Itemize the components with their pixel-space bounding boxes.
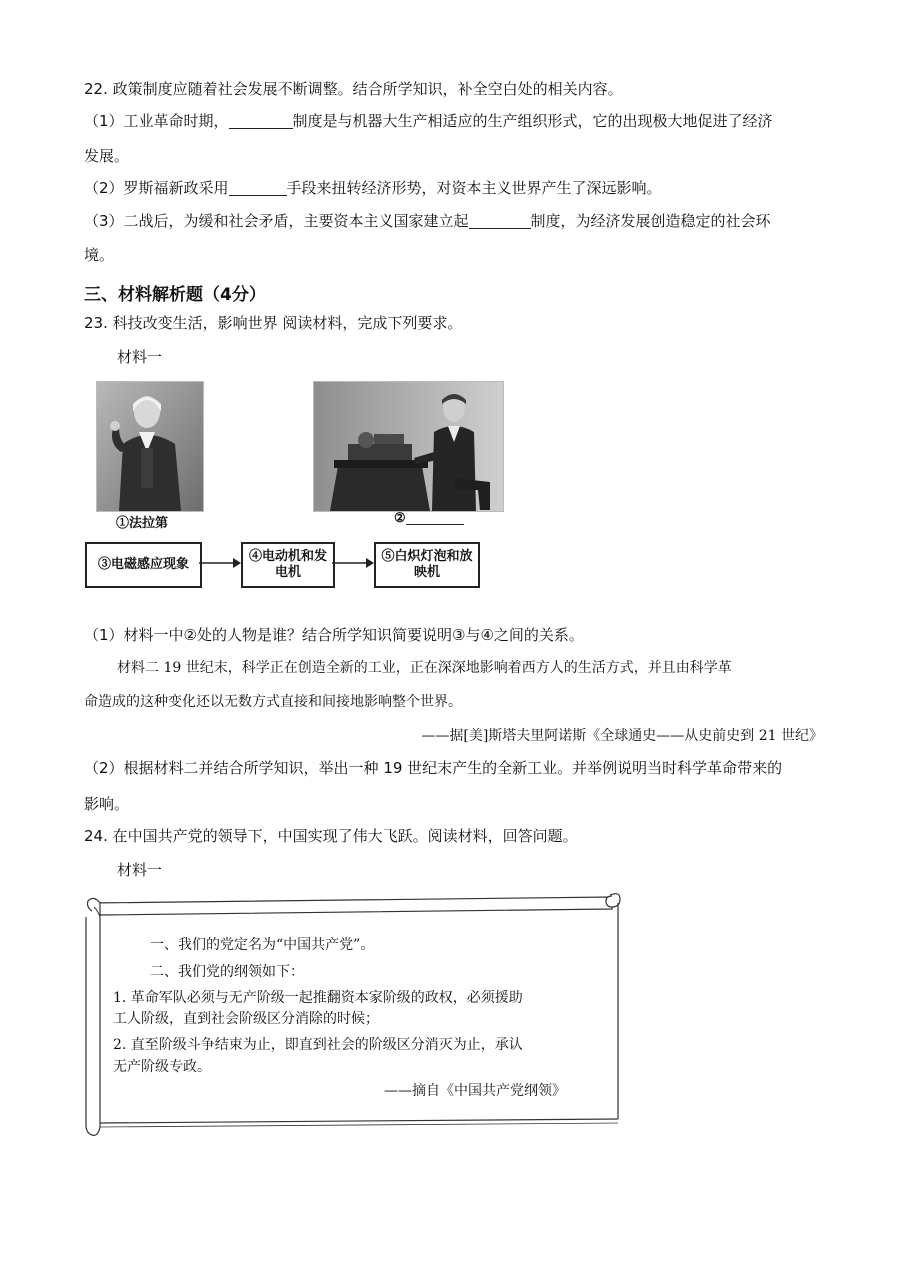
- q22-blank-3[interactable]: [469, 212, 531, 229]
- scroll-line-2: 二、我们党的纲领如下：: [150, 964, 304, 980]
- q22-blank-1[interactable]: [229, 112, 293, 129]
- photo2-caption: [394, 511, 464, 526]
- q24-material1-label: 材料一: [117, 861, 163, 879]
- flow-box-lightbulb-projector: ⑤白炽灯泡和放映机: [374, 542, 480, 588]
- q22-part1: [84, 111, 773, 131]
- q22-part1-before: （1）工业革命时期，: [84, 112, 229, 130]
- flow-arrow-2-icon: [332, 556, 374, 570]
- scroll-line-4: 工人阶级，直到社会阶级区分消除的时候；: [113, 1011, 379, 1027]
- q23-question2-line1: （2）根据材料二并结合所学知识，举出一种 19 世纪末产生的全新工业。并举例说明当时科学革命带来的: [84, 759, 783, 777]
- section-3-title: 三、材料解析题（4分）: [84, 285, 266, 305]
- q22-part2-after: 手段来扭转经济形势，对资本主义世界产生了深远影响。: [286, 179, 662, 197]
- q22-part3-cont: 境。: [84, 246, 115, 264]
- scroll-line-3: 1. 革命军队必须与无产阶级一起推翻资本家阶级的政权，必须援助: [113, 990, 523, 1006]
- q24-stem: 24. 在中国共产党的领导下，中国实现了伟大飞跃。阅读材料，回答问题。: [84, 827, 578, 845]
- photo2-caption-label: ②: [394, 511, 406, 526]
- q22-part3-before: （3）二战后，为缓和社会矛盾，主要资本主义国家建立起: [84, 212, 469, 230]
- flow-box-electromagnetic: ③电磁感应现象: [85, 542, 202, 588]
- photo2-blank[interactable]: [406, 512, 464, 525]
- scroll-source: ——摘自《中国共产党纲领》: [384, 1083, 566, 1099]
- q22-part2: [84, 178, 662, 198]
- flow-arrow-1-icon: [199, 556, 241, 570]
- q22-blank-2[interactable]: [229, 179, 287, 196]
- scroll-line-6: 无产阶级专政。: [113, 1059, 211, 1075]
- q22-part1-after: 制度是与机器大生产相适应的生产组织形式，它的出现极大地促进了经济: [292, 112, 773, 130]
- flow-box-motor-generator: ④电动机和发电机: [241, 542, 335, 588]
- q22-part3-after: 制度，为经济发展创造稳定的社会环: [530, 212, 771, 230]
- q23-material2-line2: 命造成的这种变化还以无数方式直接和间接地影响整个世界。: [84, 694, 462, 710]
- scroll-line-5: 2. 直至阶级斗争结束为止，即直到社会的阶级区分消灭为止，承认: [113, 1037, 523, 1053]
- q23-stem: 23. 科技改变生活，影响世界 阅读材料，完成下列要求。: [84, 314, 463, 332]
- q23-question2-line2: 影响。: [84, 795, 130, 813]
- q23-material2-source: ——据[美]斯塔夫里阿诺斯《全球通史——从史前史到 21 世纪》: [421, 728, 823, 744]
- scroll-line-1: 一、我们的党定名为“中国共产党”。: [150, 937, 375, 953]
- q22-part3: [84, 211, 771, 231]
- edison-photo: [313, 381, 504, 512]
- q22-stem: 22. 政策制度应随着社会发展不断调整。结合所学知识，补全空白处的相关内容。: [84, 80, 623, 98]
- faraday-photo: [96, 381, 204, 512]
- q23-question1: （1）材料一中②处的人物是谁？结合所学知识简要说明③与④之间的关系。: [84, 626, 584, 644]
- photo1-caption: ①法拉第: [116, 516, 169, 531]
- q23-material2-line1: 材料二 19 世纪末，科学正在创造全新的工业，正在深深地影响着西方人的生活方式，并且由科学革: [117, 660, 732, 676]
- q22-part2-before: （2）罗斯福新政采用: [84, 179, 229, 197]
- q22-part1-cont: 发展。: [84, 147, 130, 165]
- q23-material1-label: 材料一: [117, 348, 163, 366]
